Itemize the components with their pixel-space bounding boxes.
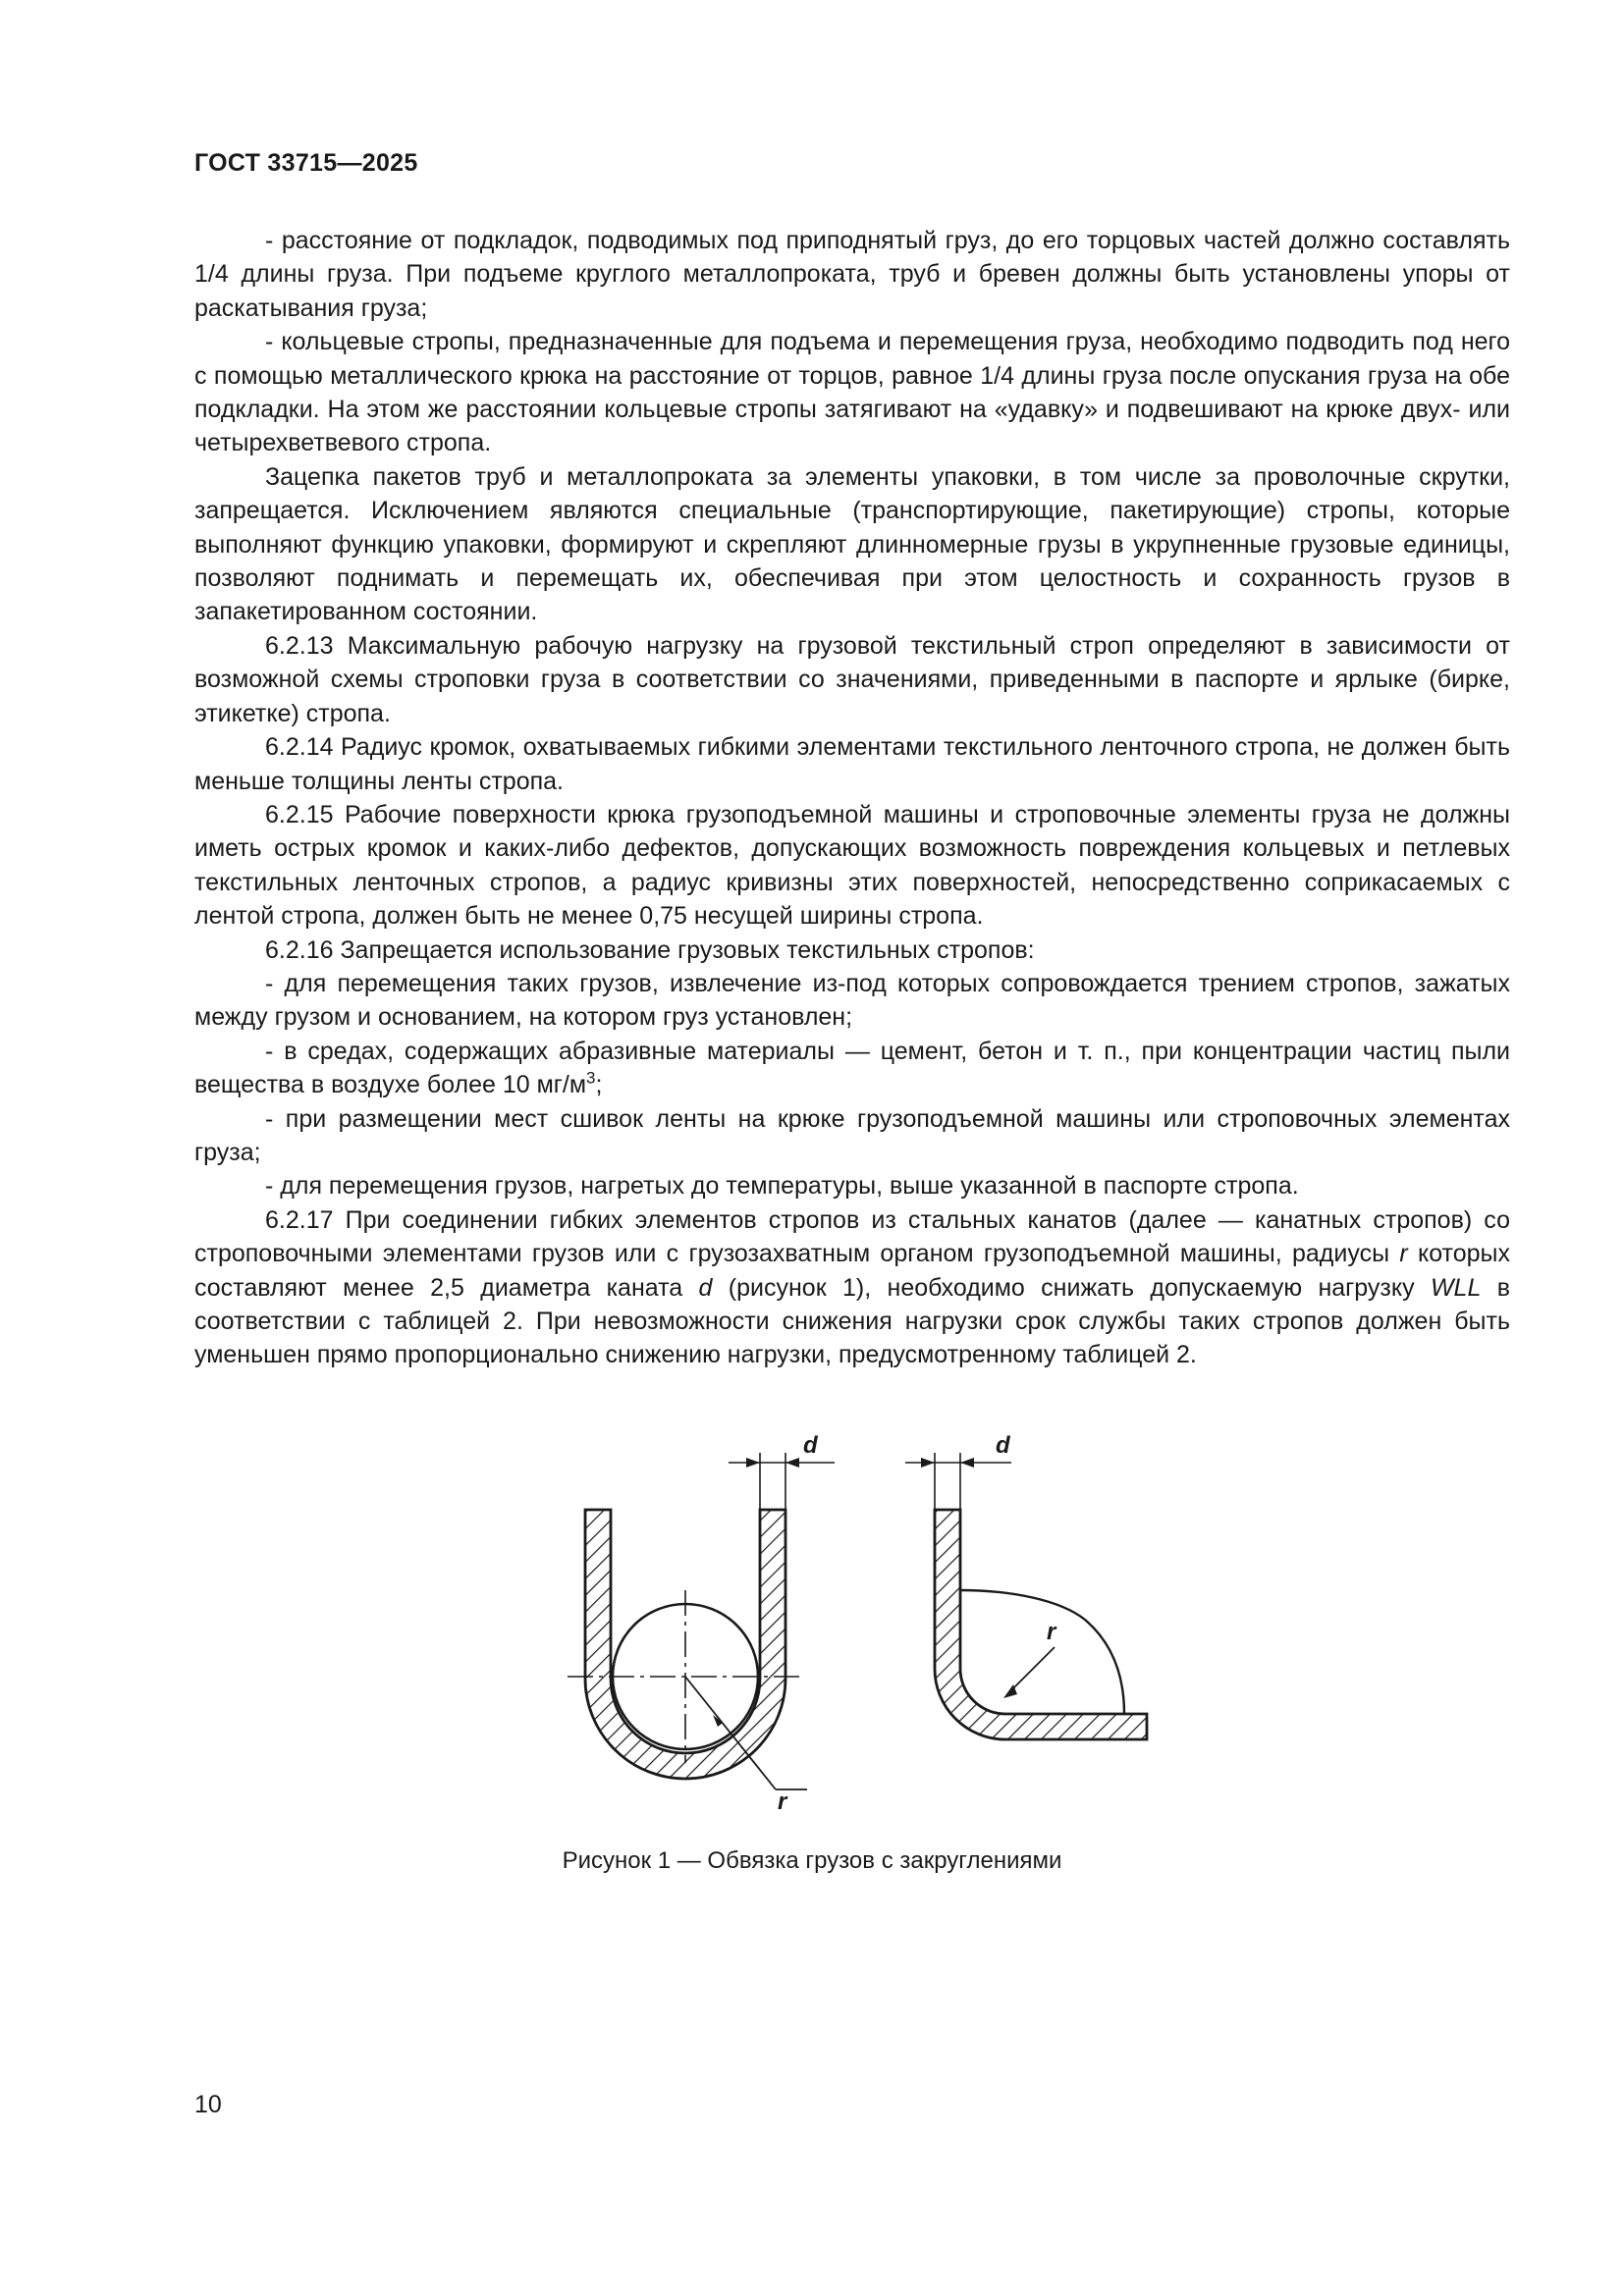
paragraph-6-2-15: 6.2.15 Рабочие поверхности крюка грузоподъемной машины и строповочные элементы груза не должны иметь острых кромок и каких-либо дефектов, допускающих возможность повреждения кольцевых и петлевых текстильных ленточных стропов, а радиус кривизны этих поверхностей, непосредственно соприкасаемых с лентой стропа, должен быть не менее 0,75 несущей ширины стропа. <box>194 800 1510 931</box>
radius-leader-right <box>1011 1647 1055 1690</box>
text-span: которых составляют менее 2,5 диаметра каната <box>194 1240 1510 1302</box>
load-corner-outline <box>960 1590 1124 1714</box>
label-r-right: r <box>1047 1619 1056 1645</box>
paragraph-abrasive <box>194 1035 1510 1102</box>
paragraph-pipe-packages: Зацепка пакетов труб и металлопроката за элементы упаковки, в том числе за проволочные скрутки, запрещается. Исключением являются специальные (транспортирующие, пакетирующие) стропы, которые выполняют функцию упаковки, формируют и скрепляют длинномерные грузы в укрупненные грузовые единицы, позволяют поднимать и перемещать их, обеспечивая при этом целостность и сохранность грузов в запакетированном состоянии. <box>194 462 1510 626</box>
figure-caption: Рисунок 1 — Обвязка грузов с закруглениями <box>562 1847 1062 1874</box>
paragraph-ring-slings: - кольцевые стропы, предназначенные для подъема и перемещения груза, необходимо подводить под него с помощью металлического крюка на расстояние от торцов, равное 1/4 длины груза после опускания груза на обе подкладки. На этом же расстоянии кольцевые стропы затягивают на «удавку» и подвешивают на крюке двух- или четырехветвевого стропа. <box>194 328 1510 457</box>
text-span: 6.2.17 При соединении гибких элементов стропов из стальных канатов (далее — канатных стропов) со строповочными элементами грузов или с грузозахватным органом грузоподъемной машины, радиусы <box>194 1205 1510 1268</box>
italic-r: r <box>1399 1240 1408 1268</box>
italic-wll: WLL <box>1430 1273 1482 1302</box>
figure-drawing <box>550 1414 1159 1826</box>
round-load-diagram <box>568 1432 835 1815</box>
text-span: в соответствии с таблицей 2. При невозможности снижения нагрузки срок службы таких стропов должен быть уменьшен прямо пропорционально снижению нагрузки, предусмотренному таблицей 2. <box>194 1273 1510 1369</box>
rounded-corner-diagram <box>905 1432 1147 1739</box>
dim-arrow-left-r <box>921 1458 935 1468</box>
dim-arrow-right <box>785 1458 799 1468</box>
superscript-3: 3 <box>586 1068 596 1088</box>
paragraph-stitching: - при размещении мест сшивок ленты на крюке грузоподъемной машины или строповочных элементах груза; <box>194 1104 1510 1166</box>
page-number: 10 <box>194 2091 222 2118</box>
document-header: ГОСТ 33715—2025 <box>194 149 418 177</box>
paragraph-6-2-16: 6.2.16 Запрещается использование грузовых текстильных стропов: <box>265 935 1035 964</box>
italic-d: d <box>698 1273 713 1302</box>
abrasive-tail: ; <box>595 1071 603 1099</box>
label-d-right: d <box>996 1432 1010 1459</box>
sling-l-shape <box>935 1510 1147 1739</box>
abrasive-text: - в средах, содержащих абразивные материалы — цемент, бетон и т. п., при концентрации частиц пыли вещества в воздухе более 10 мг/м <box>194 1037 1510 1099</box>
text-span: (рисунок 1), необходимо снижать допускаемую нагрузку <box>712 1273 1431 1302</box>
label-d-left: d <box>803 1432 818 1459</box>
figure-1 <box>550 1414 1159 1826</box>
body-text <box>194 224 1510 1372</box>
paragraph-6-2-17 <box>194 1203 1510 1372</box>
dim-arrow-right-r <box>960 1458 974 1468</box>
dim-arrow-left <box>746 1458 760 1468</box>
paragraph-6-2-14: 6.2.14 Радиус кромок, охватываемых гибкими элементами текстильного ленточного стропа, не должен быть меньше толщины ленты стропа. <box>194 733 1510 795</box>
label-r-left: r <box>778 1789 787 1815</box>
paragraph-support-distance: - расстояние от подкладок, подводимых под приподнятый груз, до его торцовых частей должно составлять 1/4 длины груза. При подъеме круглого металлопроката, труб и бревен должны быть установлены упоры от раскатывания груза; <box>194 227 1510 322</box>
paragraph-6-2-13: 6.2.13 Максимальную рабочую нагрузку на грузовой текстильный строп определяют в зависимости от возможной схемы строповки груза в соответствии со значениями, приведенными в паспорте и ярлыке (бирке, этикетке) стропа. <box>194 631 1510 727</box>
paragraph-friction: - для перемещения таких грузов, извлечение из-под которых сопровождается трением стропов, зажатых между грузом и основанием, на котором груз установлен; <box>194 969 1510 1032</box>
paragraph-heated: - для перемещения грузов, нагретых до температуры, выше указанной в паспорте стропа. <box>265 1172 1299 1201</box>
